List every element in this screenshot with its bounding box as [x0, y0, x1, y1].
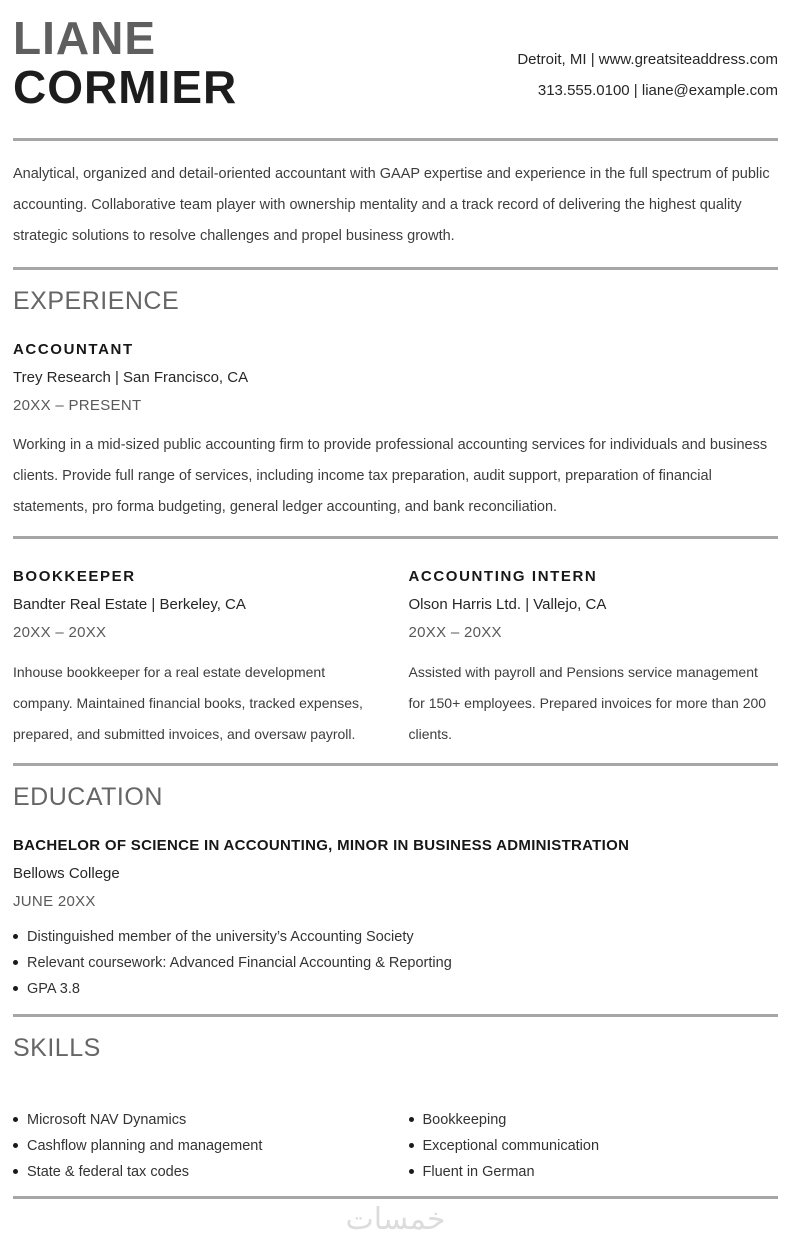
degree-title: BACHELOR OF SCIENCE IN ACCOUNTING, MINOR IN BUSINESS ADMINISTRATION [13, 837, 630, 854]
skill-item [13, 1107, 383, 1133]
job-entry-accountant [13, 316, 778, 523]
experience-two-columns [13, 567, 778, 750]
name-last: CORMIER [13, 61, 238, 113]
header [13, 14, 778, 112]
education-entry [13, 812, 778, 1002]
bullet-text: Exceptional communication [422, 1138, 600, 1154]
job-description: Working in a mid-sized public accounting firm to provide professional accounting services for individuals and business clients. Provide full range of services, including income tax preparation, audit support, preparation of financial statements, pro forma budgeting, general ledger accounting, and bank reconciliation. [13, 437, 768, 515]
divider [13, 1014, 778, 1017]
contact-phone-email: 313.555.0100 | liane@example.com [537, 82, 778, 99]
job-dates: 20XX – 20XX [13, 624, 107, 641]
education-bullet [13, 924, 778, 950]
graduation-date: JUNE 20XX [13, 893, 96, 910]
skills-two-columns [13, 1107, 778, 1185]
education-bullet-list [13, 924, 778, 1002]
khamsat-watermark: خمسات [345, 1202, 446, 1237]
job-entry-accounting-intern [409, 567, 779, 750]
summary-paragraph: Analytical, organized and detail-oriented accountant with GAAP expertise and experience in the full spectrum of public accounting. Collaborative team player with ownership mentality and a track record of delivering the highest quality strategic solutions to resolve challenges and propel business growth. [13, 166, 770, 244]
job-title: ACCOUNTANT [13, 341, 134, 358]
skills-column-2 [409, 1107, 779, 1185]
skill-item [13, 1159, 383, 1185]
skill-item [13, 1133, 383, 1159]
job-dates: 20XX – PRESENT [13, 397, 142, 414]
name-first: LIANE [13, 12, 156, 64]
contact-info [517, 44, 778, 106]
job-description: Assisted with payroll and Pensions service management for 150+ employees. Prepared invoices for more than 200 clients. [408, 664, 767, 742]
name-block [13, 14, 237, 112]
bullet-text: GPA 3.8 [27, 981, 80, 997]
job-entry-bookkeeper [13, 567, 383, 750]
job-description: Inhouse bookkeeper for a real estate development company. Maintained financial books, tracked expenses, prepared, and submitted invoices, and oversaw payroll. [13, 664, 363, 742]
divider [13, 138, 778, 141]
bullet-text: Fluent in German [422, 1164, 535, 1180]
skill-item [409, 1159, 779, 1185]
bullet-text: Relevant coursework: Advanced Financial Accounting & Reporting [27, 955, 452, 971]
bullet-text: Distinguished member of the university’s Accounting Society [27, 929, 414, 945]
education-bullet [13, 976, 778, 1002]
skill-item [409, 1133, 779, 1159]
contact-location-website: Detroit, MI | www.greatsiteaddress.com [517, 51, 778, 68]
experience-heading: EXPERIENCE [13, 287, 180, 315]
job-title: BOOKKEEPER [13, 568, 136, 585]
divider [13, 536, 778, 539]
divider [13, 763, 778, 766]
bullet-text: State & federal tax codes [27, 1164, 190, 1180]
skills-column-1 [13, 1107, 383, 1185]
job-company-location: Olson Harris Ltd. | Vallejo, CA [408, 596, 607, 613]
education-heading: EDUCATION [13, 783, 163, 811]
job-title: ACCOUNTING INTERN [408, 568, 598, 585]
job-dates: 20XX – 20XX [408, 624, 502, 641]
education-bullet [13, 950, 778, 976]
job-company-location: Bandter Real Estate | Berkeley, CA [13, 596, 246, 613]
school-name: Bellows College [13, 865, 120, 882]
divider [13, 267, 778, 270]
skill-item [409, 1107, 779, 1133]
skills-heading: SKILLS [13, 1034, 101, 1062]
divider [13, 1196, 778, 1199]
job-company-location: Trey Research | San Francisco, CA [13, 369, 249, 386]
bullet-text: Cashflow planning and management [27, 1138, 263, 1154]
bullet-text: Microsoft NAV Dynamics [27, 1112, 187, 1128]
bullet-text: Bookkeeping [422, 1112, 507, 1128]
